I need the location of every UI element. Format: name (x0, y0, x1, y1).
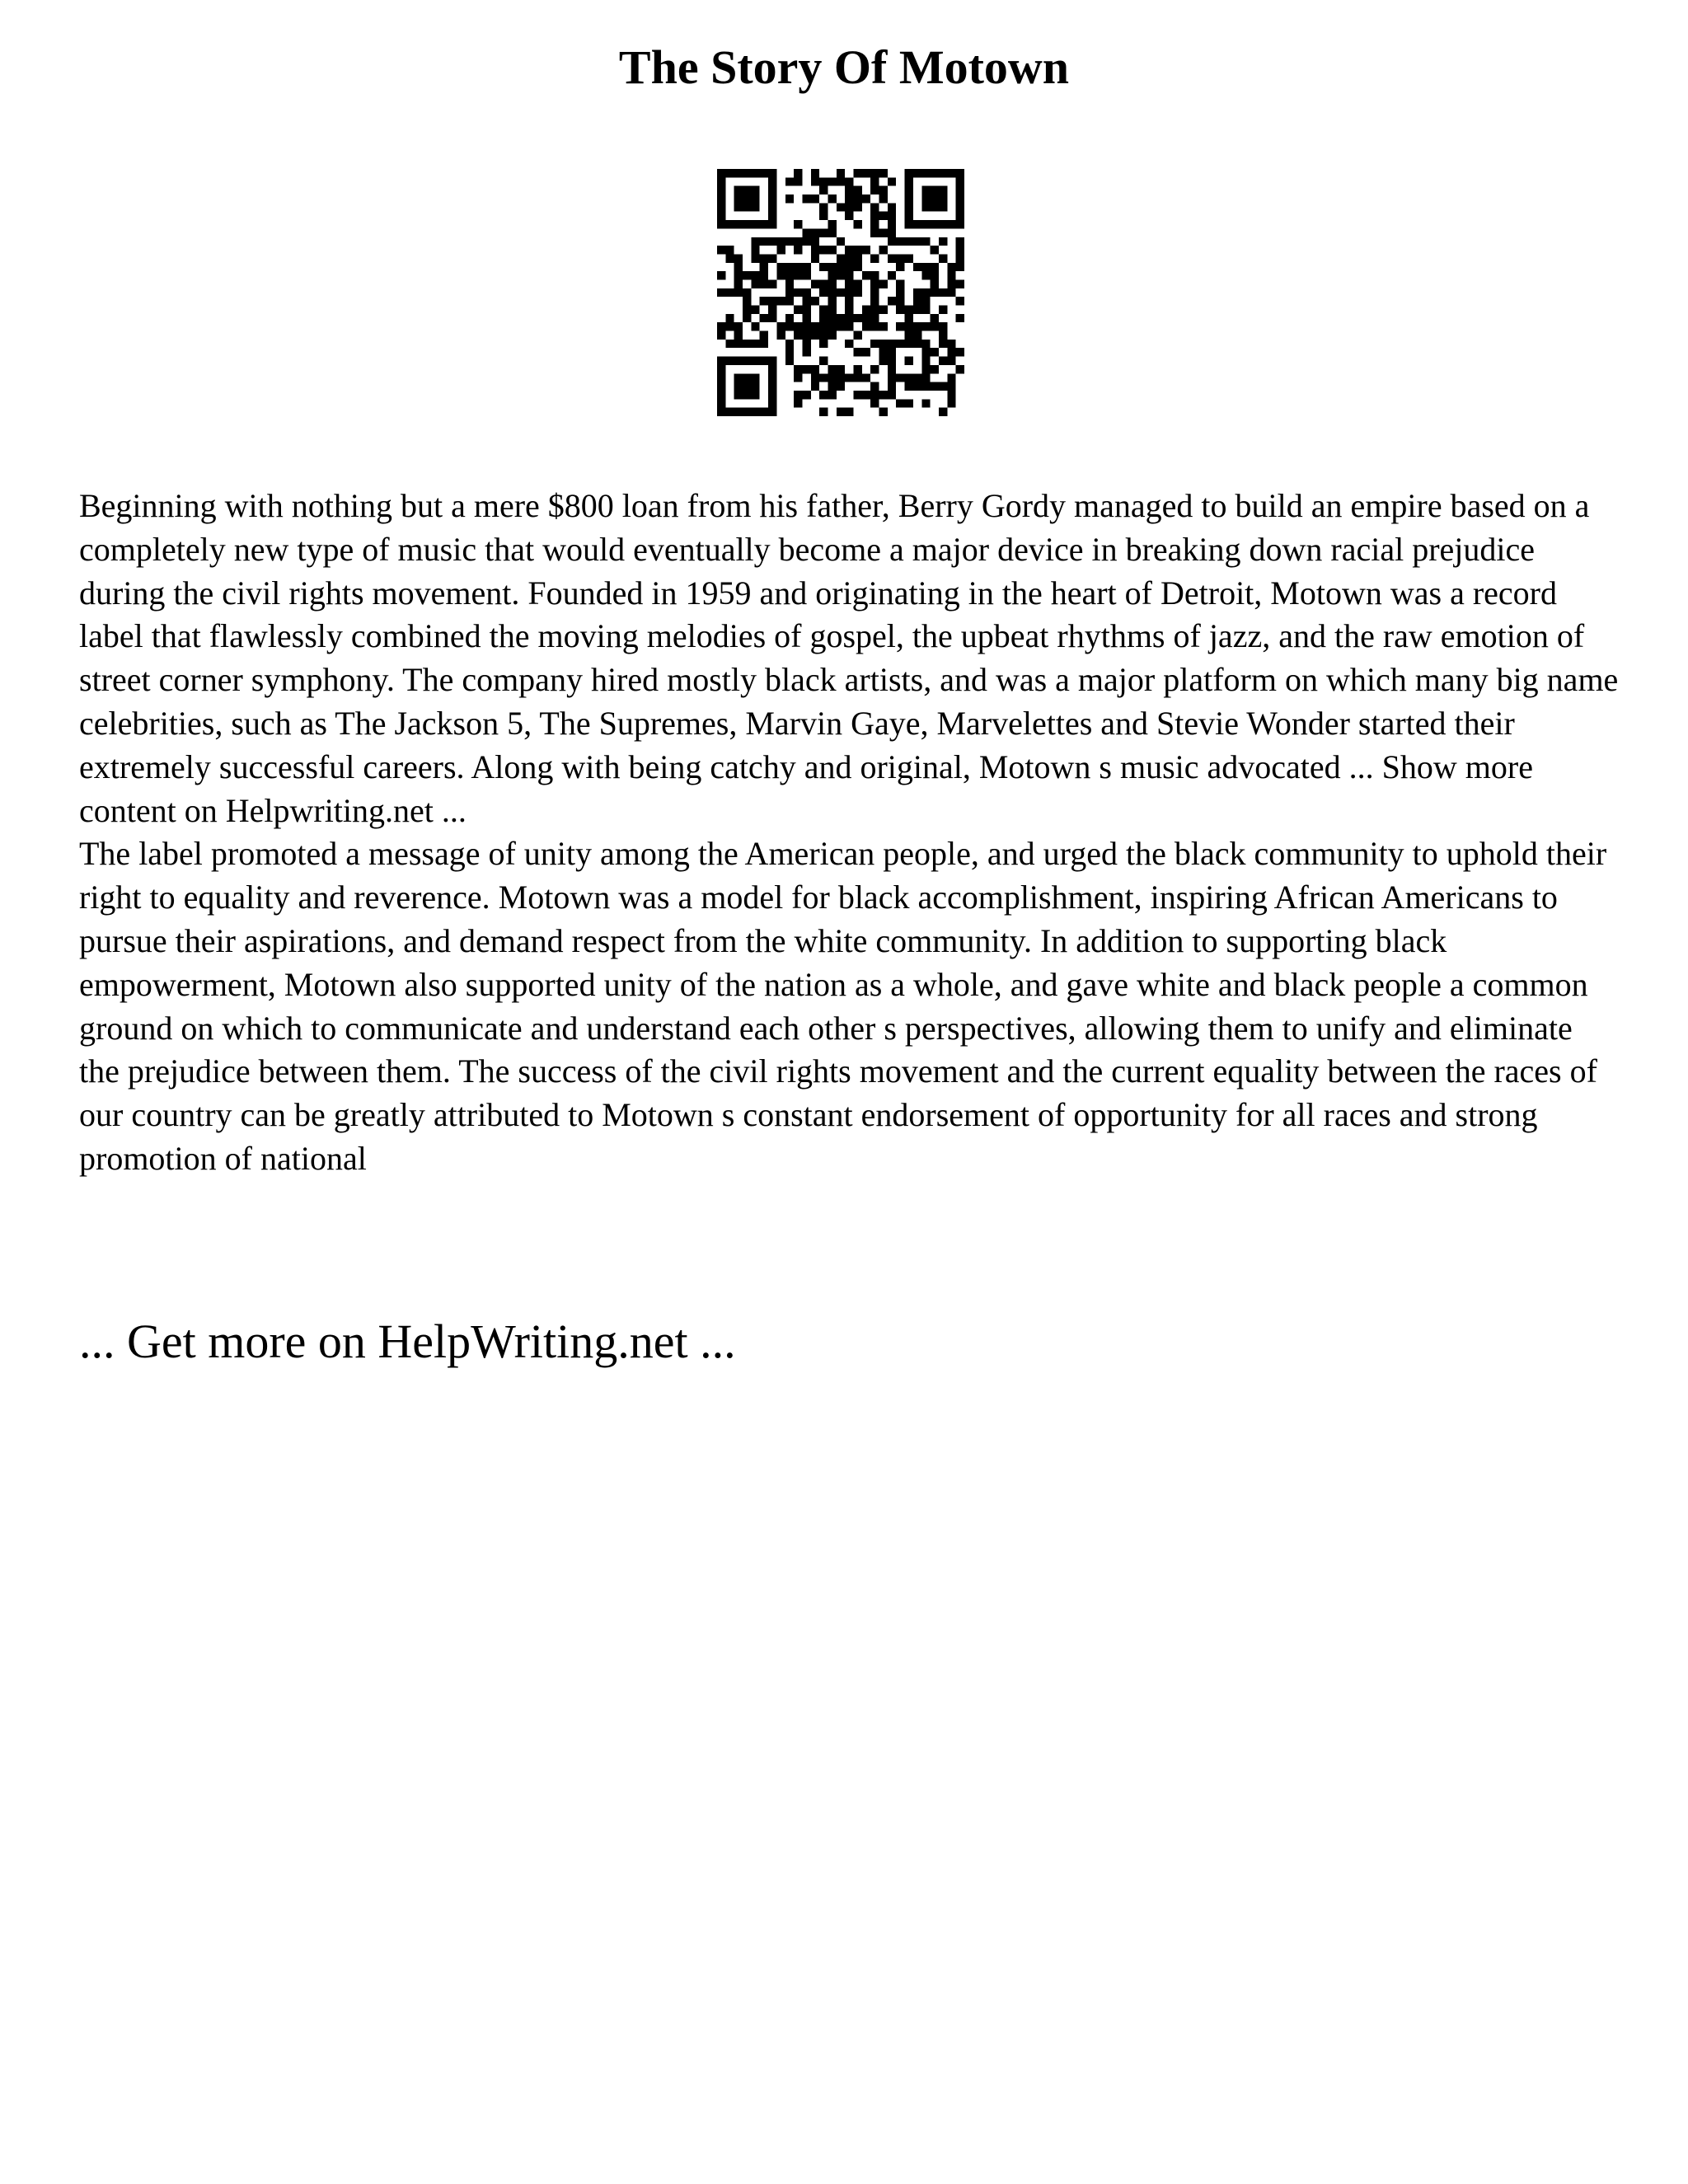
page-title: The Story Of Motown (618, 40, 1070, 94)
qr-code-icon (717, 169, 964, 416)
paragraph-2: The label promoted a message of unity among the American people, and urged the black community to uphold their right to equality and reverence. Motown was a model for black accomplishment, inspiring African Americans to pursue their aspirations, and demand respect from the white community. In addition to supporting black empowerment, Motown also supported unity of the nation as a whole, and gave white and black people a common ground on which to communicate and understand each other s perspectives, allowing them to unify and eliminate the prejudice between them. The success of the civil rights movement and the current equality between the races of our country can be greatly attributed to Motown s constant endorsement of opportunity for all races and strong promotion of national (79, 835, 1607, 1177)
paragraph-1: Beginning with nothing but a mere $800 loan from his father, Berry Gordy managed to build an empire based on a completely new type of music that would eventually become a major device in breaking down racial prejudice during the civil rights movement. Founded in 1959 and originating in the heart of Detroit, Motown was a record label that flawlessly combined the moving melodies of gospel, the upbeat rhythms of jazz, and the raw emotion of street corner symphony. The company hired mostly black artists, and was a major platform on which many big name celebrities, such as The Jackson 5, The Supremes, Marvin Gaye, Marvelettes and Stevie Wonder started their extremely successful careers. Along with being catchy and original, Motown s music advocated ... Show more content on Helpwriting.net ... (79, 487, 1619, 829)
article-body (79, 485, 1620, 1181)
get-more-link[interactable]: ... Get more on HelpWriting.net ... (79, 1315, 736, 1368)
